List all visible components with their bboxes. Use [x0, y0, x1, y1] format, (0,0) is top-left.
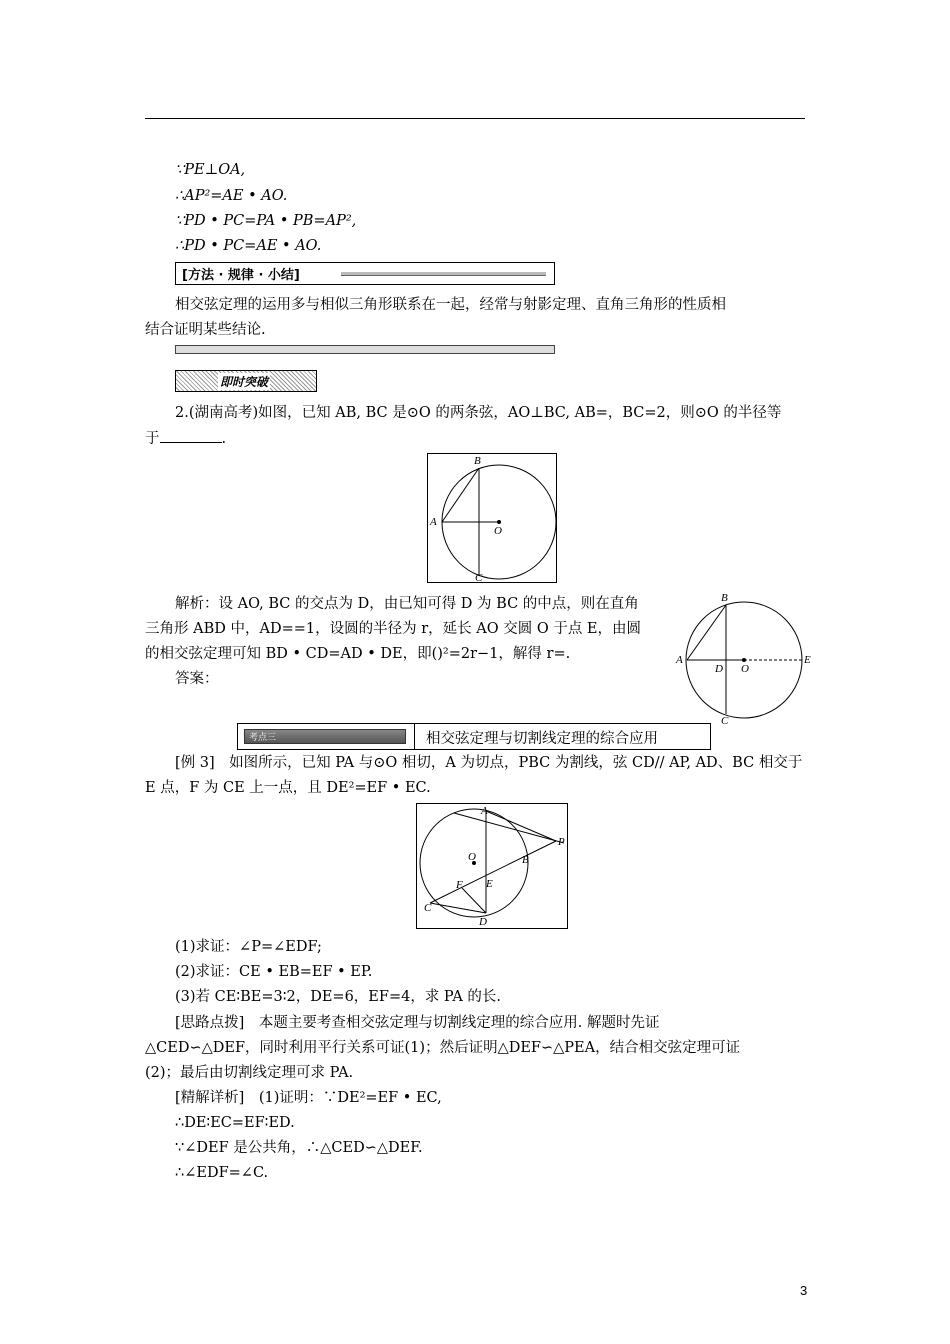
solution-line-1: 解析：设 AO, BC 的交点为 D，由已知可得 D 为 BC 的中点，则在直角 [175, 596, 639, 612]
label-c: C [424, 902, 432, 914]
figure-circle-1 [427, 453, 557, 583]
question-2-prefix: 于 [145, 431, 160, 447]
topic-title: 相交弦定理与切割线定理的综合应用 [426, 731, 658, 747]
detail-line-4: ∴∠EDF=∠C. [175, 1165, 269, 1181]
method-end-bar [175, 345, 555, 354]
page-number: 3 [800, 1283, 808, 1298]
method-text-1: 相交弦定理的运用多与相似三角形联系在一起，经常与射影定理、直角三角形的性质相 [175, 297, 726, 313]
topic-divider [414, 724, 415, 749]
solution-line-2: 三角形 ABD 中，AD==1，设圆的半径为 r，延长 AO 交圆 O 于点 E，由圆 [145, 621, 642, 637]
detail-line-2: ∴DE∶EC=EF∶ED. [175, 1115, 295, 1131]
topic-tag [244, 729, 406, 744]
label-b: B [522, 854, 529, 866]
solution-line-3: 的相交弦定理可知 BD • CD=AD • DE，即()²=2r−1，解得 r=. [145, 646, 571, 662]
hint-line-3: (2)；最后由切割线定理可求 PA. [145, 1065, 354, 1081]
label-o: O [741, 663, 749, 675]
practice-banner [175, 370, 317, 392]
answer-label: 答案： [175, 671, 219, 687]
answer-blank [160, 428, 222, 443]
label-b: B [474, 455, 481, 467]
figure-circle-3 [416, 803, 568, 929]
label-b: B [721, 592, 728, 604]
part-2: (2)求证：CE • EB=EF • EP. [175, 964, 373, 980]
hint-line-1: [思路点拨] 本题主要考查相交弦定理与切割线定理的综合应用. 解题时先证 [175, 1015, 660, 1031]
figure-1-frame [428, 454, 557, 583]
figure-2-center [742, 658, 746, 662]
proof-line-2: ∴AP²=AE • AO. [175, 188, 288, 204]
hint-line-2: △CED∽△DEF，同时利用平行关系可证(1)；然后证明△DEF∽△PEA，结合相交弦定理可证 [145, 1040, 741, 1056]
label-a: A [481, 805, 488, 817]
method-banner-label: [方法 · 规律 · 小结] [182, 268, 300, 283]
example-3-line-2: E 点，F 为 CE 上一点，且 DE²=EF • EC. [145, 780, 431, 796]
detail-line-1: [精解详析] (1)证明：∵DE²=EF • EC, [175, 1090, 442, 1106]
label-f: F [456, 879, 463, 891]
proof-line-4: ∴PD • PC=AE • AO. [175, 238, 322, 254]
figure-3-tangent-line [454, 813, 564, 843]
label-e: E [804, 654, 811, 666]
proof-line-3: ∵PD • PC=PA • PB=AP², [175, 213, 357, 229]
label-o: O [468, 851, 476, 863]
label-c: C [721, 715, 729, 727]
proof-line-1: ∵PE⊥OA, [175, 162, 246, 178]
question-2-line-2 [145, 428, 226, 449]
topic-tag-label: 考点三 [249, 733, 277, 743]
question-2-line-1: 2.(湖南高考)如图，已知 AB, BC 是⊙O 的两条弦，AO⊥BC, AB=，BC=2，则⊙O 的半径等 [175, 405, 782, 421]
method-banner [175, 262, 555, 285]
topic-header [237, 723, 711, 750]
label-p: P [558, 836, 565, 848]
question-2-suffix: . [221, 431, 227, 447]
method-text-2: 结合证明某些结论. [145, 322, 266, 338]
example-3-line-1: [例 3] 如图所示，已知 PA 与⊙O 相切，A 为切点，PBC 为割线，弦 CD// AP, AD、BC 相交于 [175, 755, 803, 771]
practice-banner-label: 即时突破 [220, 375, 269, 389]
label-d: D [479, 916, 487, 928]
label-d: D [715, 663, 723, 675]
detail-line-3: ∵∠DEF 是公共角，∴△CED∽△DEF. [175, 1140, 423, 1156]
figure-3-secant-pbc [430, 841, 556, 903]
label-a: A [430, 516, 437, 528]
label-a: A [676, 654, 683, 666]
label-o: O [494, 525, 502, 537]
label-c: C [475, 572, 483, 583]
header-rule [145, 118, 805, 119]
part-1: (1)求证：∠P=∠EDF; [175, 939, 322, 955]
figure-circle-2 [674, 590, 820, 728]
banner-bar [341, 272, 546, 276]
part-3: (3)若 CE∶BE=3∶2，DE=6，EF=4，求 PA 的长. [175, 989, 502, 1005]
figure-1-chord-ab [442, 468, 479, 522]
label-e: E [486, 878, 493, 890]
figure-1-center [497, 520, 501, 524]
